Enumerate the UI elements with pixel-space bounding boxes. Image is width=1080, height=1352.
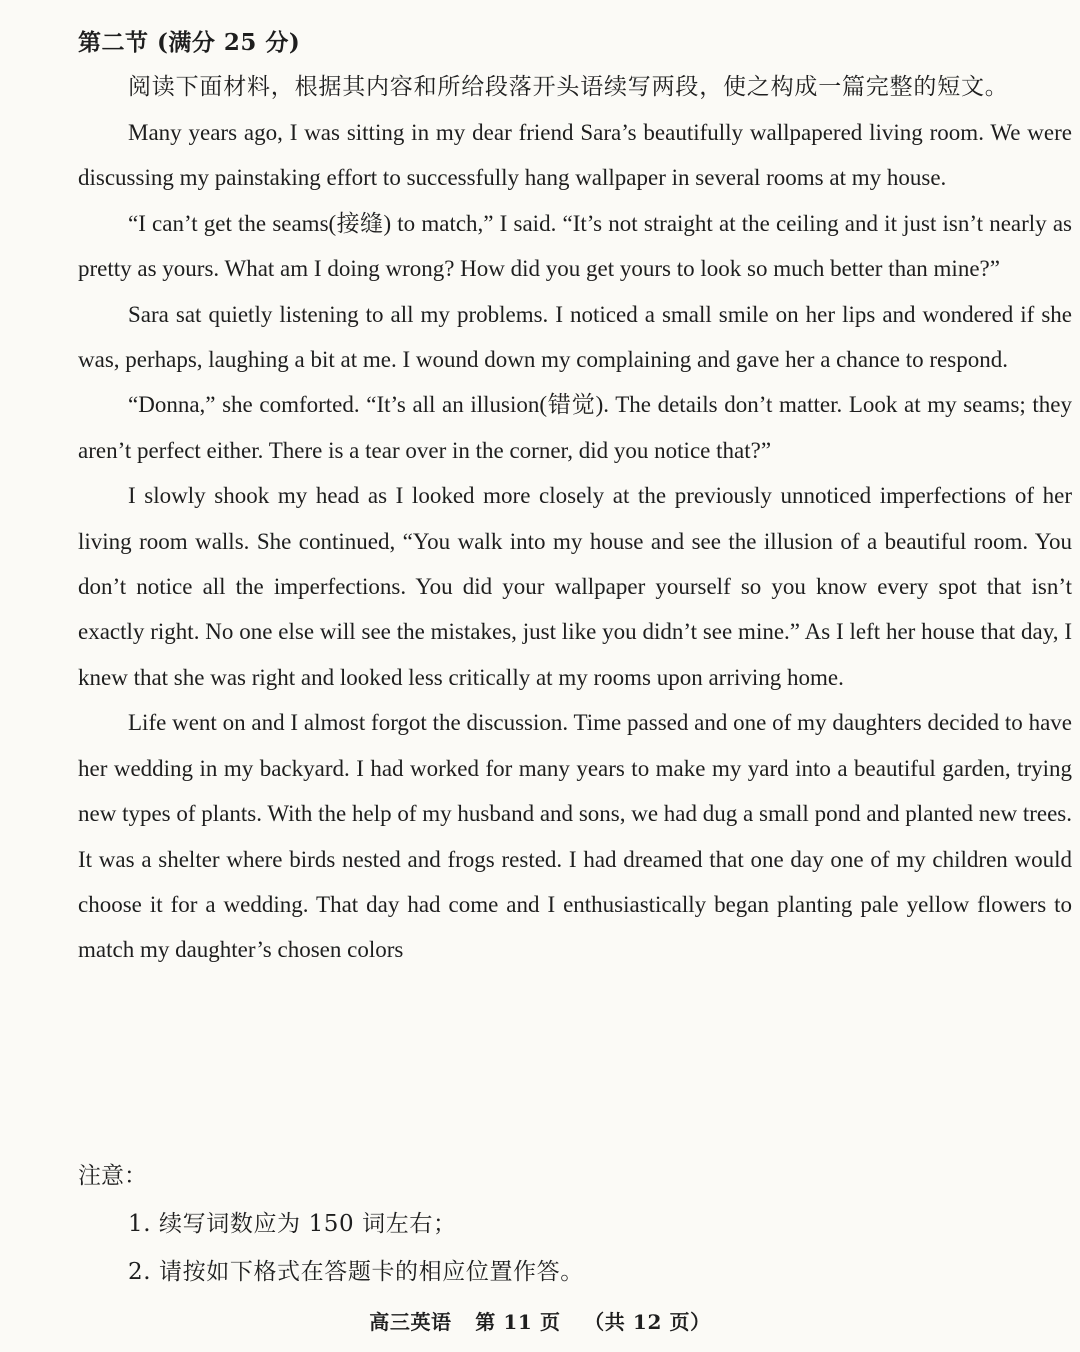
story-paragraph: Life went on and I almost forgot the discussion. Time passed and one of my daughters decided to have her wedding in my backyard. I had worked for many years to make my yard into a beautiful garden, trying new types of plants. With the help of my husband and sons, we had dug a small pond and planted new trees. It was a shelter where birds nested and frogs rested. I had dreamed that one day one of my children would choose it for a wedding. That day had come and I enthusiastically began planting pale yellow flowers to match my daughter’s chosen colors	[78, 710, 1072, 963]
story-paragraph: Many years ago, I was sitting in my dear friend Sara’s beautifully wallpapered living room. We were discussing my painstaking effort to successfully hang wallpaper in several rooms at my house.	[78, 120, 1072, 191]
notes-section	[78, 1152, 584, 1296]
footer-total-pages: （共 12 页）	[584, 1310, 711, 1334]
task-instruction: 阅读下面材料，根据其内容和所给段落开头语续写两段，使之构成一篇完整的短文。	[128, 74, 1009, 100]
story-paragraph: I slowly shook my head as I looked more closely at the previously unnoticed imperfections of her living room walls. She continued, “You walk into my house and see the illusion of a beautiful room. You don’t notice all the imperfections. You did your wallpaper yourself so you know every spot that isn’t exactly right. No one else will see the mistakes, just like you didn’t see mine.” As I left her house that day, I knew that she was right and looked less critically at my rooms upon arriving home.	[78, 483, 1072, 690]
story-paragraph: Sara sat quietly listening to all my problems. I noticed a small smile on her lips and wondered if she was, perhaps, laughing a bit at me. I wound down my complaining and gave her a chance to respond.	[78, 301, 1072, 373]
notes-title: 注意：	[78, 1163, 147, 1189]
story-paragraph: “I can’t get the seams(接缝) to match,” I said. “It’s not straight at the ceiling and it just isn’t nearly as pretty as yours. What am I doing wrong? How did you get yours to look so much better than mine?”	[78, 210, 1072, 282]
page-footer	[0, 1306, 1080, 1335]
section-title: 第二节 (满分 25 分)	[78, 29, 301, 56]
note-item: 1. 续写词数应为 150 词左右；	[128, 1211, 457, 1237]
story-passage	[78, 110, 1072, 973]
note-item: 2. 请按如下格式在答题卡的相应位置作答。	[128, 1259, 584, 1285]
story-paragraph: “Donna,” she comforted. “It’s all an illusion(错觉). The details don’t matter. Look at my seams; they aren’t perfect either. There is a tear over in the corner, did you notice that?”	[78, 392, 1072, 463]
footer-page-number: 第 11 页	[475, 1310, 561, 1334]
footer-subject: 高三英语	[369, 1310, 452, 1334]
